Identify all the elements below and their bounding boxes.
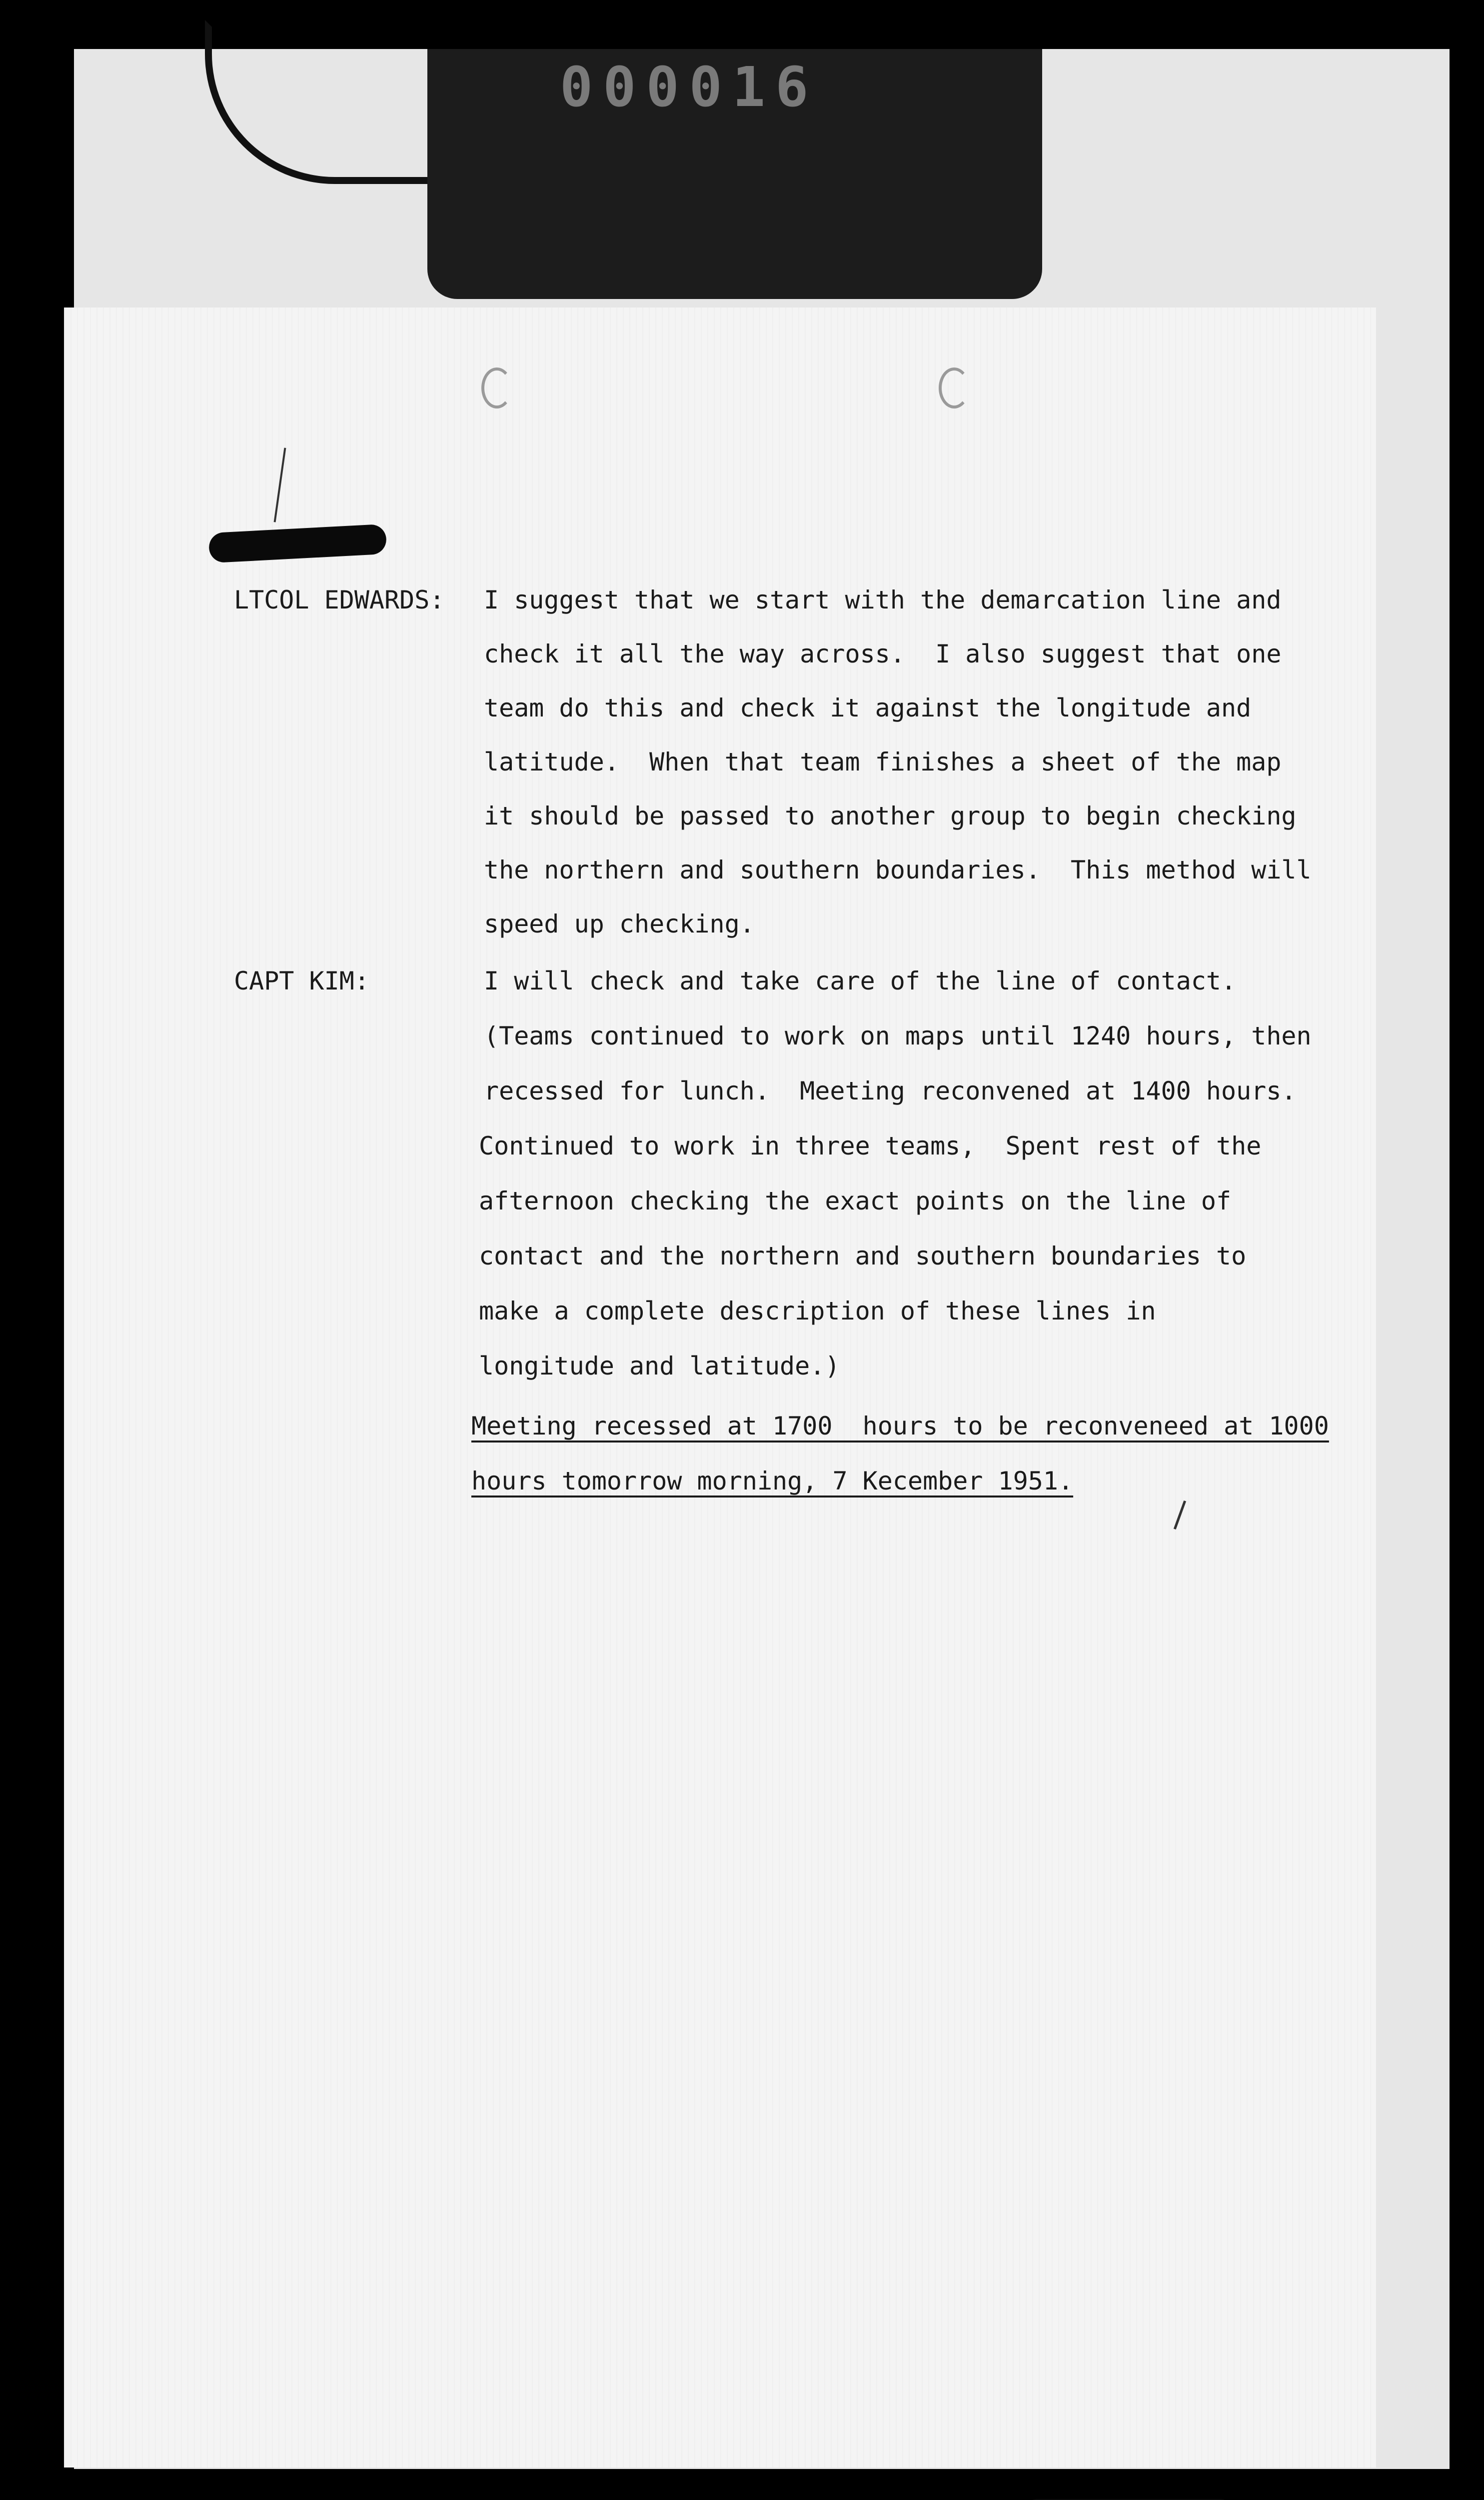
punch-hole-right — [939, 368, 970, 408]
paragraph-line: the northern and southern boundaries. This method will — [484, 856, 1312, 884]
speaker-label: LTCOL EDWARDS: — [234, 586, 445, 614]
stray-mark — [1174, 1500, 1186, 1530]
paragraph-line: contact and the northern and southern boundaries to — [479, 1242, 1247, 1270]
paragraph-line: recessed for lunch. Meeting reconvened at 1400 hours. — [484, 1076, 1297, 1106]
closing-line: hours tomorrow morning, 7 Kecember 1951. — [471, 1466, 1074, 1496]
stray-mark — [274, 448, 286, 522]
closing-line: Meeting recessed at 1700 hours to be reconveneed at 1000 — [471, 1412, 1329, 1440]
speaker-label: CAPT KIM: — [234, 966, 369, 996]
redaction-bar-top — [208, 524, 387, 563]
punch-hole-left — [481, 368, 512, 408]
document-page — [64, 308, 1376, 2468]
paragraph-line: speed up checking. — [484, 910, 755, 938]
paragraph-line: team do this and check it against the longitude and — [484, 694, 1252, 722]
redaction-bar-bottom — [1024, 2499, 1234, 2500]
paragraph-line: (Teams continued to work on maps until 1240 hours, then — [484, 1022, 1312, 1050]
paragraph-line: latitude. When that team finishes a sheet of the map — [484, 748, 1282, 776]
paragraph-line: longitude and latitude.) — [479, 1352, 840, 1380]
paragraph-line: I suggest that we start with the demarcation line and — [484, 586, 1282, 614]
paragraph-line: I will check and take care of the line of contact. — [484, 966, 1237, 996]
paragraph-line: make a complete description of these lines in — [479, 1296, 1156, 1326]
paragraph-line: check it all the way across. I also suggest that one — [484, 640, 1282, 668]
paragraph-line: it should be passed to another group to begin checking — [484, 802, 1297, 830]
frame-counter: 000016 — [560, 55, 819, 119]
paragraph-line: afternoon checking the exact points on the line of — [479, 1186, 1232, 1216]
paragraph-line: Continued to work in three teams, Spent rest of the — [479, 1132, 1262, 1160]
